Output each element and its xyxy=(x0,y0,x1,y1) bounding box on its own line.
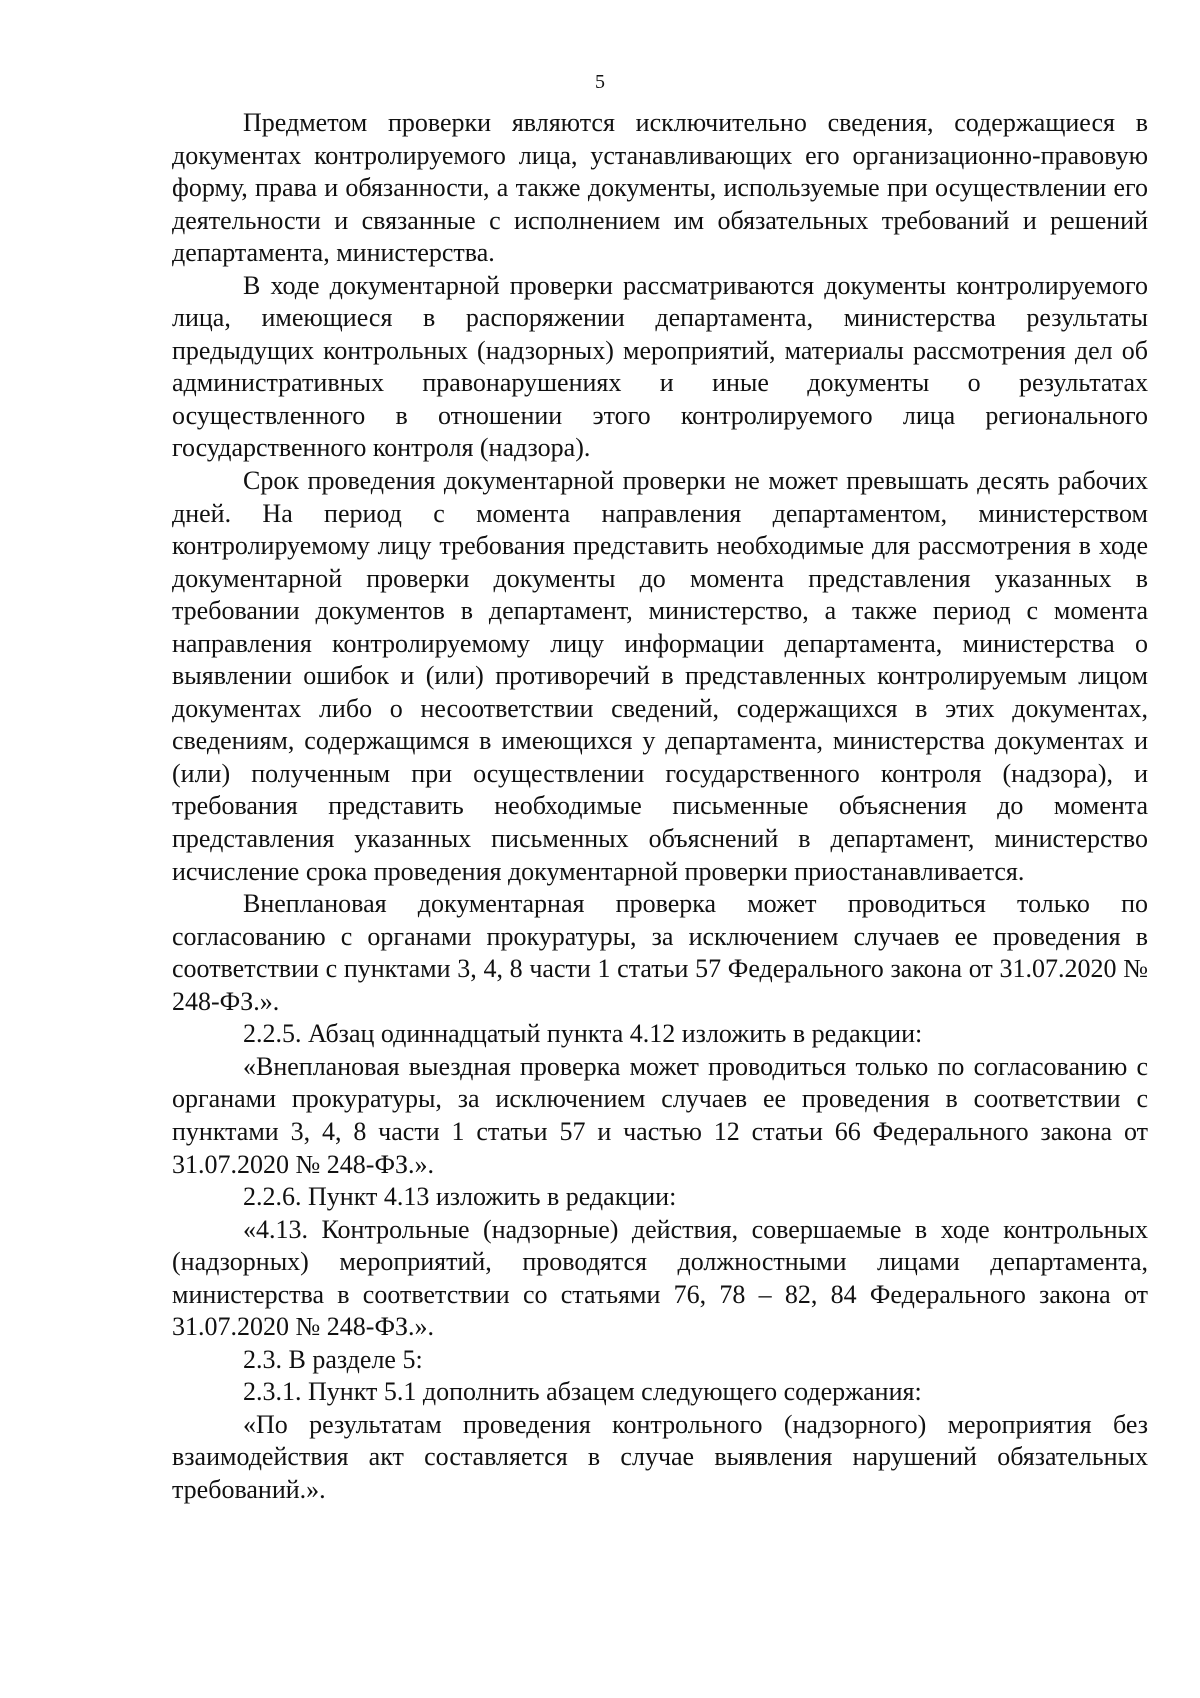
paragraph-item-2-3: 2.3. В разделе 5: xyxy=(243,1344,423,1374)
paragraph-act-without-interaction: «По результатам проведения контрольного (надзорного) мероприятия без взаимодействия акт составляется в случае выявления нарушений обязательных требований.». xyxy=(172,1409,1148,1504)
paragraph-unscheduled-documentary-inspection: Внеплановая документарная проверка может проводиться только по согласованию с органами прокуратуры, за исключением случаев ее проведения в соответствии с пунктами 3, 4, 8 части 1 статьи 57 Федерального закона от 31.07.2020 № 248-ФЗ.». xyxy=(172,889,1148,1016)
page-number: 5 xyxy=(595,71,605,93)
paragraph-unscheduled-onsite-inspection: «Внеплановая выездная проверка может проводиться только по согласованию с органами прокуратуры, за исключением случаев ее проведения в соответствии с пунктами 3, 4, 8 части 1 статьи 57 и частью 12 статьи 66 Федерального закона от 31.07.2020 № 248-ФЗ.». xyxy=(172,1051,1148,1179)
paragraph-subject-of-inspection: Предметом проверки являются исключительно сведения, содержащиеся в документах контролируемого лица, устанавливающих его организационно-правовую форму, права и обязанности, а также документы, используемые при осуществлении его деятельности и связанные с исполнением им обязательных требований и решений департамента, министерства. xyxy=(172,108,1148,268)
paragraph-item-2-3-1: 2.3.1. Пункт 5.1 дополнить абзацем следующего содержания: xyxy=(243,1377,922,1407)
paragraph-item-4-13: «4.13. Контрольные (надзорные) действия, совершаемые в ходе контрольных (надзорных) мероприятий, проводятся должностными лицами департамента, министерства в соответствии со статьями 76, 78 – 82, 84 Федерального закона от 31.07.2020 № 248-ФЗ.». xyxy=(172,1214,1148,1342)
paragraph-documents-reviewed: В ходе документарной проверки рассматриваются документы контролируемого лица, имеющиеся в распоряжении департамента, министерства результаты предыдущих контрольных (надзорных) мероприятий, материалы рассмотрения дел об административных правонарушениях и иные документы о результатах осуществленного в отношении этого контролируемого лица регионального государственного контроля (надзора). xyxy=(172,270,1148,463)
paragraph-item-2-2-6: 2.2.6. Пункт 4.13 изложить в редакции: xyxy=(243,1182,677,1212)
paragraph-item-2-2-5: 2.2.5. Абзац одиннадцатый пункта 4.12 изложить в редакции: xyxy=(243,1019,923,1049)
paragraph-inspection-term: Срок проведения документарной проверки не может превышать десять рабочих дней. На период с момента направления департаментом, министерством контролируемому лицу требования представить необходимые для рассмотрения в ходе документарной проверки документы до момента представления указанных в требовании документов в департамент, министерство, а также период с момента направления контролируемому лицу информации департамента, министерства о выявлении ошибок и (или) противоречий в представленных контролируемым лицом документах либо о несоответствии сведений, содержащихся в этих документах, сведениям, содержащимся в имеющихся у департамента, министерства документах и (или) полученным при осуществлении государственного контроля (надзора), и требования представить необходимые письменные объяснения до момента представления указанных письменных объяснений в департамент, министерство исчисление срока проведения документарной проверки приостанавливается. xyxy=(172,466,1148,886)
document-body xyxy=(172,107,1148,1507)
